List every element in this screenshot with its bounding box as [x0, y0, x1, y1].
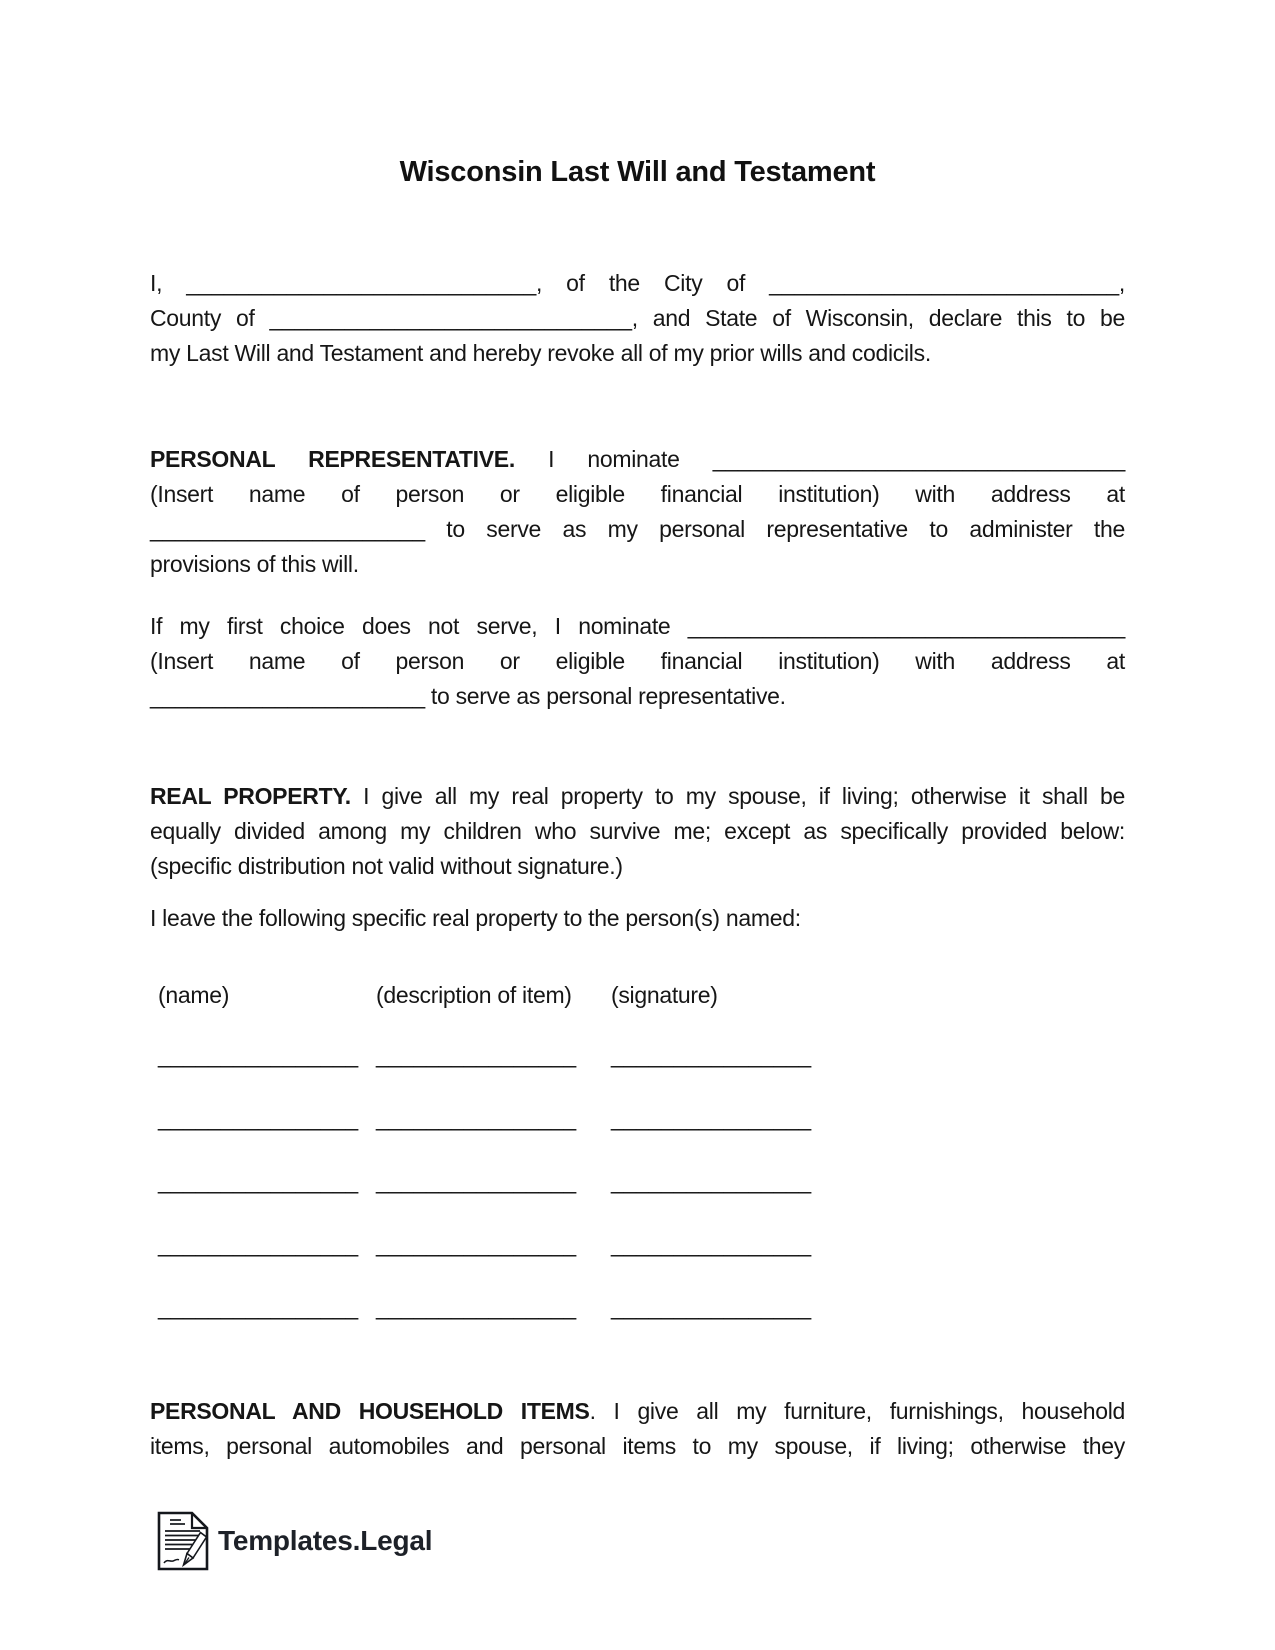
household-line-1: PERSONAL AND HOUSEHOLD ITEMS. I give all my furniture, furnishings, household	[150, 1398, 1125, 1424]
blank-description-field: ________________	[376, 1231, 576, 1257]
leave-property-line: I leave the following specific real property to the person(s) named:	[150, 905, 801, 931]
table-header-row	[150, 978, 1125, 1013]
opening-line-3: my Last Will and Testament and hereby revoke all of my prior wills and codicils.	[150, 340, 931, 366]
personal-rep-heading: PERSONAL REPRESENTATIVE.	[150, 446, 515, 472]
blank-name-field: ________________	[158, 1042, 358, 1068]
personal-rep-line-2: (Insert name of person or eligible financial institution) with address at	[150, 481, 1125, 507]
blank-name-field: ________________	[158, 1105, 358, 1131]
blank-signature-field: ________________	[611, 1168, 811, 1194]
real-property-heading: REAL PROPERTY.	[150, 783, 351, 809]
personal-rep-line-4: provisions of this will.	[150, 551, 359, 577]
header-description: (description of item)	[376, 982, 572, 1008]
blank-name-field: ________________	[158, 1168, 358, 1194]
blank-signature-field: ________________	[611, 1042, 811, 1068]
blank-signature-field: ________________	[611, 1231, 811, 1257]
real-property-line-2: equally divided among my children who survive me; except as specifically provided below:	[150, 818, 1125, 844]
real-property-paragraph	[150, 779, 1125, 884]
blank-signature-field: ________________	[611, 1294, 811, 1320]
blank-description-field: ________________	[376, 1105, 576, 1131]
table-row	[150, 1101, 1125, 1136]
blank-description-field: ________________	[376, 1042, 576, 1068]
personal-representative-paragraph	[150, 442, 1125, 582]
header-name: (name)	[158, 982, 230, 1008]
document-pen-icon	[157, 1511, 209, 1571]
blank-description-field: ________________	[376, 1168, 576, 1194]
table-row	[150, 1164, 1125, 1199]
blank-name-field: ________________	[158, 1294, 358, 1320]
header-signature: (signature)	[611, 982, 718, 1008]
alt-rep-line-2: (Insert name of person or eligible financial institution) with address at	[150, 648, 1125, 674]
household-items-paragraph	[150, 1394, 1125, 1464]
alt-rep-line-3: ______________________ to serve as personal representative.	[150, 683, 786, 709]
personal-rep-line-3: ______________________ to serve as my personal representative to administer the	[150, 516, 1125, 542]
blank-name-field: ________________	[158, 1231, 358, 1257]
opening-paragraph	[150, 266, 1125, 371]
table-row	[150, 1038, 1125, 1073]
household-heading: PERSONAL AND HOUSEHOLD ITEMS	[150, 1398, 590, 1424]
alt-rep-line-1: If my first choice does not serve, I nominate ___________________________________	[150, 613, 1125, 639]
real-property-line-3: (specific distribution not valid without signature.)	[150, 853, 623, 879]
real-property-line-1: REAL PROPERTY. I give all my real property to my spouse, if living; otherwise it shall be	[150, 783, 1126, 809]
table-row	[150, 1290, 1125, 1325]
table-row	[150, 1227, 1125, 1262]
opening-line-1: I, ____________________________, of the City of ____________________________,	[150, 270, 1125, 296]
page-title: Wisconsin Last Will and Testament	[399, 156, 876, 188]
household-line-2: items, personal automobiles and personal items to my spouse, if living; otherwise they	[150, 1433, 1125, 1459]
alternate-representative-paragraph	[150, 609, 1125, 714]
blank-description-field: ________________	[376, 1294, 576, 1320]
opening-line-2: County of _____________________________, and State of Wisconsin, declare this to be	[150, 305, 1125, 331]
blank-signature-field: ________________	[611, 1105, 811, 1131]
personal-rep-line-1: PERSONAL REPRESENTATIVE. I nominate _________________________________	[150, 446, 1125, 472]
logo-wordmark: Templates.Legal	[218, 1525, 433, 1556]
